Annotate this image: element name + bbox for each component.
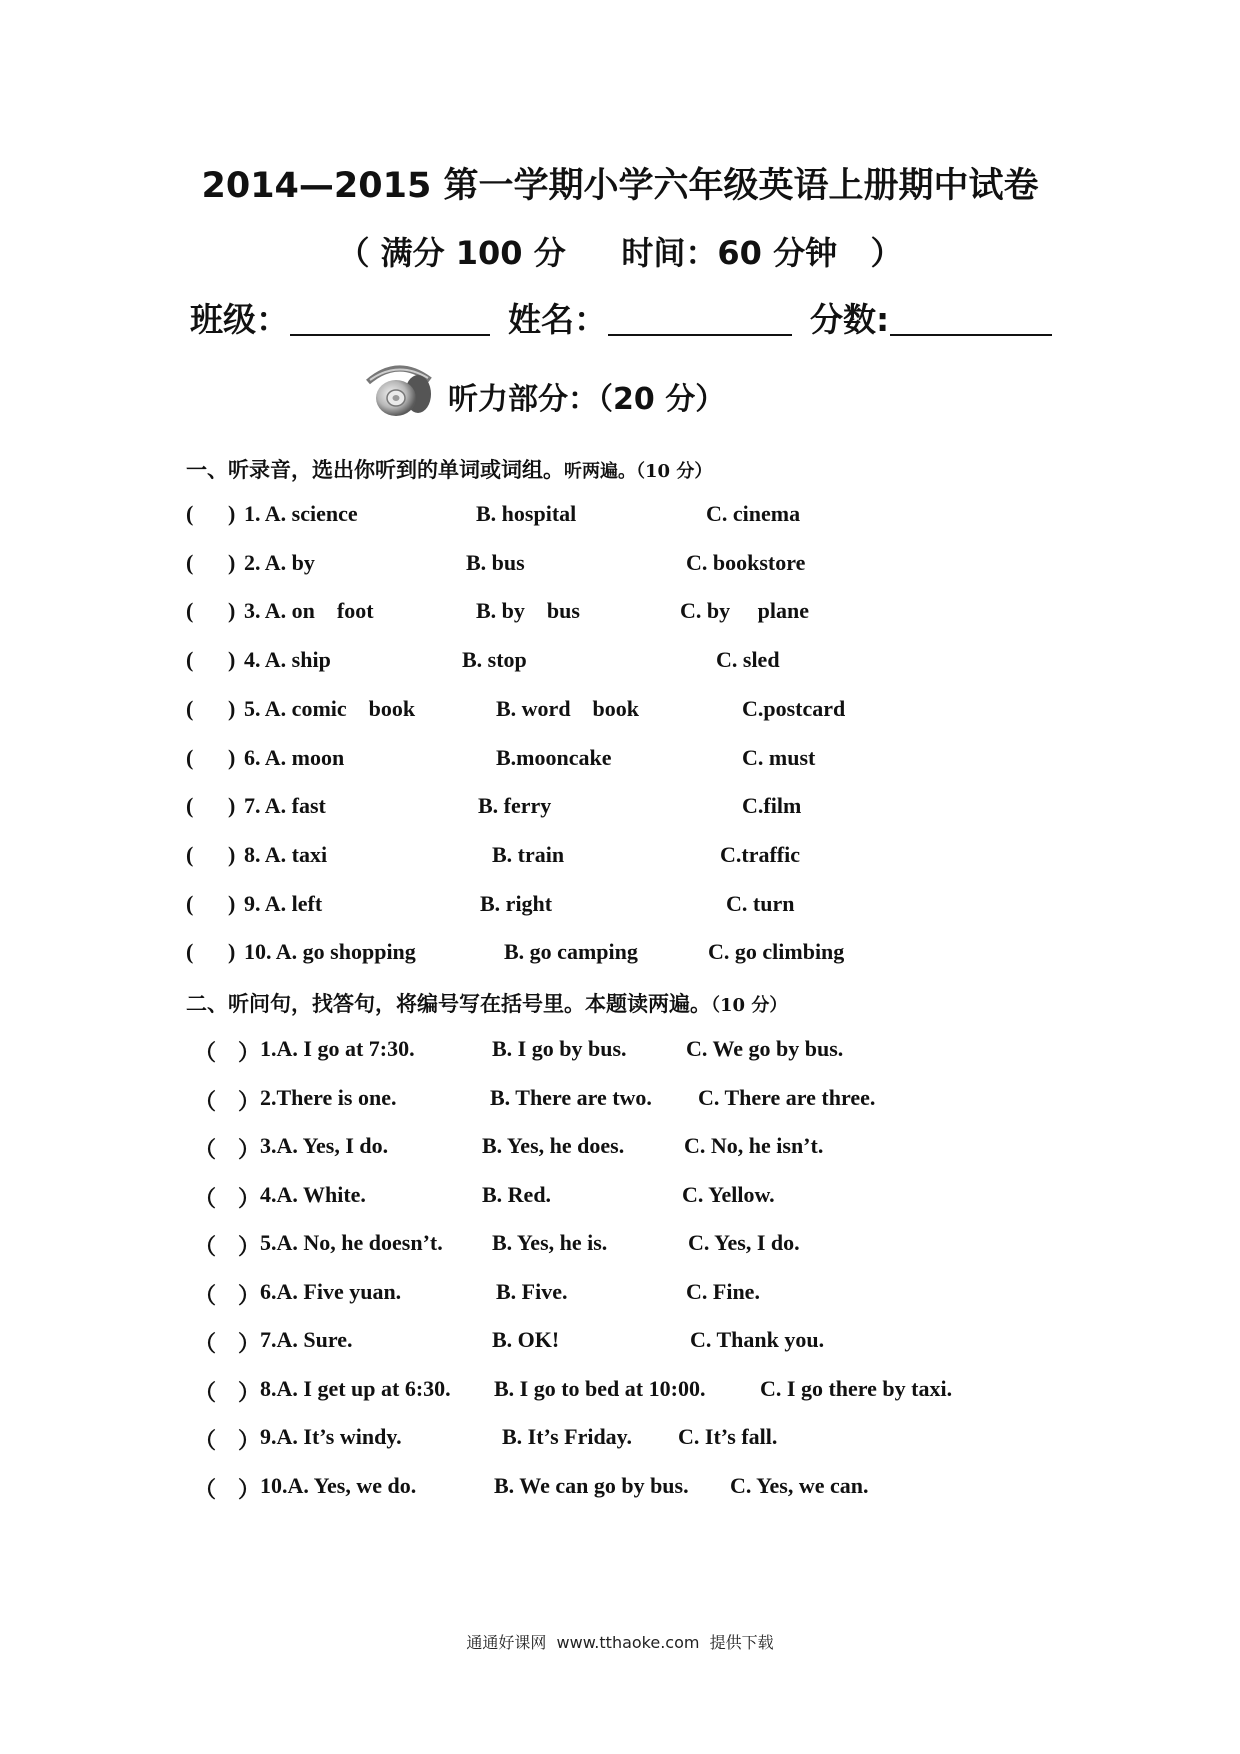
section1-title-main: 一、听录音，选出你听到的单词或词组。: [186, 457, 564, 482]
option-a: 8.A. I get up at 6:30.: [260, 1376, 451, 1401]
option-c: C. It’s fall.: [678, 1424, 778, 1449]
name-label: 姓名：: [508, 300, 607, 339]
option-c: C. sled: [716, 647, 780, 672]
option-a: 10.A. Yes, we do.: [260, 1473, 417, 1498]
answer-paren: （ ）: [194, 1477, 261, 1502]
answer-paren-open: (: [186, 939, 194, 964]
name-blank-line: [608, 334, 792, 336]
option-b: B.mooncake: [496, 745, 612, 770]
answer-paren: （ ）: [194, 1331, 261, 1356]
option-a: 9.A. It’s windy.: [260, 1424, 402, 1449]
section2-title-note: （10 分）: [711, 995, 788, 1016]
answer-paren-close: ): [228, 891, 241, 916]
option-b: B. There are two.: [490, 1085, 652, 1110]
answer-paren: （ ）: [194, 1137, 261, 1162]
option-a: 6.A. Five yuan.: [260, 1279, 402, 1304]
option-a: 9. A. left: [244, 891, 323, 916]
option-a: 10. A. go shopping: [244, 939, 416, 964]
option-b: B. I go by bus.: [492, 1036, 627, 1061]
answer-paren-close: ): [228, 939, 241, 964]
option-b: B. hospital: [476, 501, 577, 526]
option-a: 2. A. by: [244, 550, 315, 575]
option-b: B. word book: [496, 696, 640, 721]
option-a: 4.A. White.: [260, 1182, 366, 1207]
answer-paren-close: ): [228, 501, 241, 526]
option-a: 2.There is one.: [260, 1085, 397, 1110]
listening-label: 听力部分：（20 分）: [448, 382, 726, 417]
page-subtitle: （ 满分 100 分 时间：60 分钟 ）: [337, 234, 903, 272]
option-a: 7. A. fast: [244, 793, 326, 818]
page-title: 2014—2015 第一学期小学六年级英语上册期中试卷: [201, 166, 1039, 206]
option-c: C. Yes, I do.: [688, 1230, 800, 1255]
answer-paren: （ ）: [194, 1380, 261, 1405]
answer-paren-close: ): [228, 598, 241, 623]
answer-paren: （ ）: [194, 1186, 261, 1211]
option-b: B. Yes, he does.: [482, 1133, 625, 1158]
answer-paren-open: (: [186, 501, 194, 526]
score-blank-line: [890, 334, 1052, 336]
option-a: 1. A. science: [244, 501, 358, 526]
answer-paren-close: ): [228, 745, 241, 770]
answer-paren: （ ）: [194, 1283, 261, 1308]
answer-paren-open: (: [186, 550, 194, 575]
option-c: C.postcard: [742, 696, 846, 721]
option-b: B. stop: [462, 647, 527, 672]
option-b: B. Five.: [496, 1279, 568, 1304]
score-label: 分数:: [810, 300, 890, 339]
section2-title-main: 二、听问句，找答句，将编号写在括号里。本题读两遍。: [186, 991, 711, 1016]
answer-paren: （ ）: [194, 1089, 261, 1114]
answer-paren: （ ）: [194, 1234, 261, 1259]
option-b: B. Yes, he is.: [492, 1230, 608, 1255]
option-a: 3. A. on foot: [244, 598, 374, 623]
answer-paren-close: ): [228, 550, 241, 575]
option-b: B. right: [480, 891, 553, 916]
option-c: C. turn: [726, 891, 795, 916]
option-a: 5.A. No, he doesn’t.: [260, 1230, 443, 1255]
section2-title: [186, 988, 787, 1018]
option-c: C. Yes, we can.: [730, 1473, 869, 1498]
class-label: 班级：: [190, 300, 289, 339]
option-c: C. There are three.: [698, 1085, 876, 1110]
option-b: B. OK!: [492, 1327, 560, 1352]
option-c: C. Thank you.: [690, 1327, 825, 1352]
option-c: C.film: [742, 793, 802, 818]
section1-title-note: 听两遍。（10 分）: [564, 461, 713, 482]
answer-paren: （ ）: [194, 1428, 261, 1453]
answer-paren-close: ): [228, 842, 241, 867]
option-b: B. train: [492, 842, 565, 867]
answer-paren-open: (: [186, 647, 194, 672]
option-b: B. Red.: [482, 1182, 552, 1207]
option-a: 8. A. taxi: [244, 842, 328, 867]
option-b: B. It’s Friday.: [502, 1424, 632, 1449]
option-a: 3.A. Yes, I do.: [260, 1133, 389, 1158]
answer-paren-open: (: [186, 745, 194, 770]
option-a: 6. A. moon: [244, 745, 345, 770]
option-a: 1.A. I go at 7:30.: [260, 1036, 415, 1061]
option-b: B. We can go by bus.: [494, 1473, 689, 1498]
option-c: C.traffic: [720, 842, 801, 867]
section1-title: [186, 454, 712, 484]
option-c: C. go climbing: [708, 939, 845, 964]
answer-paren-open: (: [186, 696, 194, 721]
option-b: B. go camping: [504, 939, 638, 964]
option-b: B. bus: [466, 550, 525, 575]
option-a: 7.A. Sure.: [260, 1327, 353, 1352]
option-c: C. Fine.: [686, 1279, 760, 1304]
class-blank-line: [290, 334, 490, 336]
option-c: C. We go by bus.: [686, 1036, 844, 1061]
option-b: B. by bus: [476, 598, 580, 623]
answer-paren-open: (: [186, 598, 194, 623]
answer-paren-open: (: [186, 891, 194, 916]
headphones-icon: [360, 360, 436, 420]
footer-credit: 通通好课网 www.tthaoke.com 提供下载: [466, 1633, 774, 1652]
answer-paren-close: ): [228, 647, 241, 672]
option-c: C. Yellow.: [682, 1182, 775, 1207]
option-a: 4. A. ship: [244, 647, 331, 672]
option-c: C. bookstore: [686, 550, 806, 575]
option-b: B. I go to bed at 10:00.: [494, 1376, 706, 1401]
option-c: C. I go there by taxi.: [760, 1376, 953, 1401]
option-c: C. No, he isn’t.: [684, 1133, 824, 1158]
answer-paren-open: (: [186, 793, 194, 818]
answer-paren-close: ): [228, 696, 241, 721]
option-b: B. ferry: [478, 793, 552, 818]
option-c: C. by plane: [680, 598, 809, 623]
answer-paren: （ ）: [194, 1040, 261, 1065]
option-c: C. cinema: [706, 501, 801, 526]
option-a: 5. A. comic book: [244, 696, 416, 721]
answer-paren-close: ): [228, 793, 241, 818]
option-c: C. must: [742, 745, 816, 770]
answer-paren-open: (: [186, 842, 194, 867]
